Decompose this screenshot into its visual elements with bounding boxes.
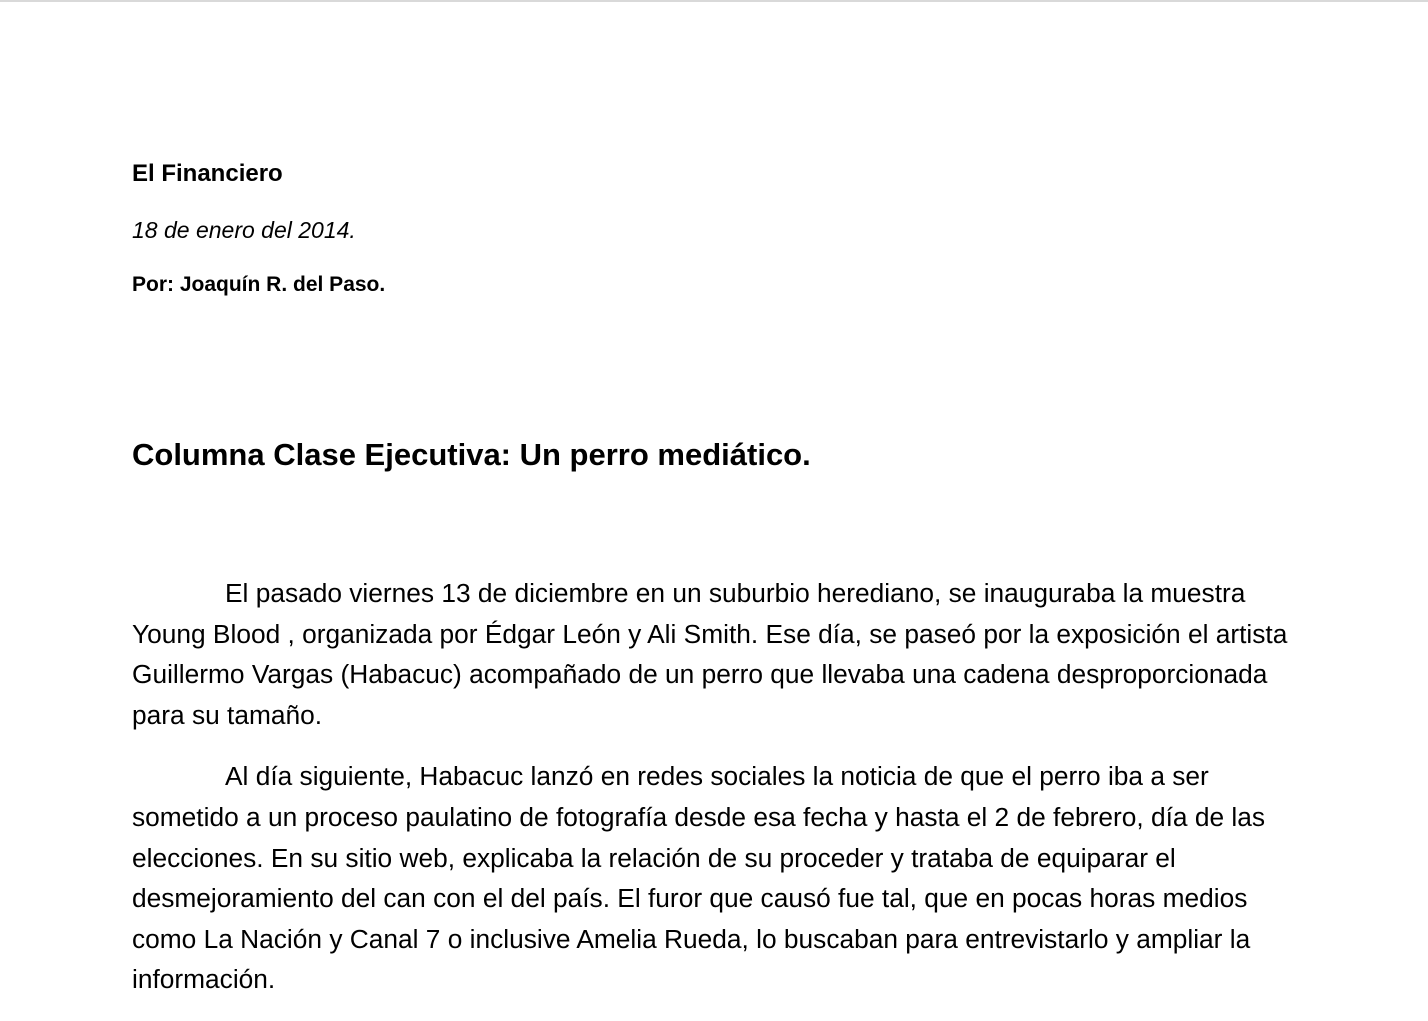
page-top-edge: [0, 0, 1428, 2]
body-paragraph: El pasado viernes 13 de diciembre en un suburbio herediano, se inauguraba la muestra Young Blood , organizada por Édgar León y Ali Smith. Ese día, se paseó por la exposición el artista Guillermo Vargas (Habacuc) acompañado de un perro que llevaba una cadena desproporcionada para su tamaño.: [132, 578, 1288, 730]
publication-name: El Financiero: [132, 160, 283, 187]
author-byline: Por: Joaquín R. del Paso.: [132, 273, 386, 296]
body-paragraph: Al día siguiente, Habacuc lanzó en redes sociales la noticia de que el perro iba a ser sometido a un proceso paulatino de fotografía desde esa fecha y hasta el 2 de febrero, día de las elecciones. En su sitio web, explicaba la relación de su proceder y trataba de equiparar el desmejoramiento del can con el del país. El furor que causó fue tal, que en pocas horas medios como La Nación y Canal 7 o inclusive Amelia Rueda, lo buscaban para entrevistarlo y ampliar la información.: [132, 761, 1265, 995]
article-headline: Columna Clase Ejecutiva: Un perro mediático.: [132, 437, 811, 472]
article-body: [132, 573, 1302, 1021]
publication-date: 18 de enero del 2014.: [132, 217, 356, 243]
